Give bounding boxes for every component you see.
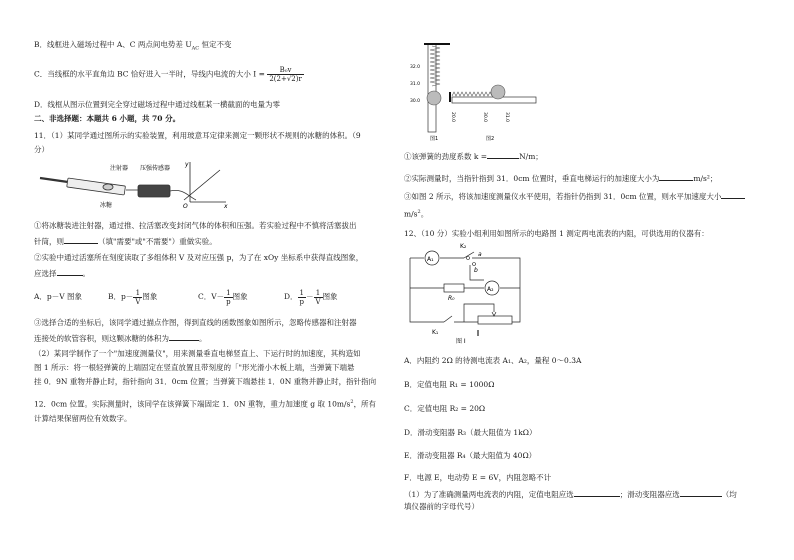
origin-label: O: [183, 203, 188, 210]
r-step3-end: 。: [420, 209, 429, 219]
choice-d-den1: p: [299, 297, 304, 306]
uac-subscript: AC: [191, 45, 200, 52]
q11-part2-line4: [34, 397, 376, 410]
answer-blank-2[interactable]: [57, 267, 83, 276]
switch-k2-pivot: [467, 257, 470, 260]
option-b-tail: 恒定不变: [199, 40, 232, 49]
option-c-fraction: [267, 66, 304, 83]
fig1-vertical-ruler: [424, 44, 450, 132]
switch-k2-contact-b: [473, 263, 476, 266]
label-pressure-sensor: 压强传感器: [140, 165, 171, 172]
q12-intro: 12、（10 分）实验小组利用如图所示的电路图 1 测定两电流表的内阻，可供选用的仪器有：: [404, 229, 709, 238]
ammeter-a1-label: A₁: [427, 256, 434, 263]
option-d: D．线框从图示位置到完全穿过磁场过程中通过线框某一横截面的电量为零: [34, 100, 281, 109]
q11-step1b: [34, 235, 217, 247]
q11-step2a: ②实验中通过活塞所在刻度读取了多组体积 V 及对应压强 p，为了在 xOy 坐标系中获得直线图象，: [34, 253, 364, 262]
choice-a: A．p－V 图象: [34, 292, 83, 301]
q11-step1b-pre: 针筒，则: [34, 237, 64, 246]
label-syringe: 注射器: [110, 165, 129, 172]
q12-part1-pre: （1）为了准确测量两电流表的内阻，定值电阻应选: [404, 490, 574, 499]
choice-c-num: 1: [224, 289, 232, 298]
switch-k1-label: K₁: [432, 329, 439, 336]
choice-b: [108, 287, 157, 307]
r-step3-unit-text: m/s: [404, 209, 418, 219]
contact-a-label: a: [478, 251, 482, 258]
option-c-denominator: 2(2+√2)r: [269, 75, 302, 83]
fig1-label: 图1: [430, 136, 439, 142]
choice-b-den: V: [135, 297, 141, 306]
q11-line1: 11．（1）某同学通过图所示的实验装置，利用玻意耳定律来测定一颗形状不规则的冰糖的体积。（9: [34, 131, 361, 140]
q11-step2b: [34, 267, 90, 279]
q11-part2-line4-sup: 2: [350, 399, 354, 405]
option-b: [34, 40, 231, 54]
q11-part2-line1: （2）某同学制作了一个"加速度测量仪"，用来测量垂直电梯竖直上、下运行时的加速度，其构造如: [34, 349, 361, 358]
choice-d-mid: －: [306, 292, 314, 301]
syringe-drawing: [40, 178, 196, 200]
x-axis-label: x: [224, 203, 228, 210]
choice-b-post: 图象: [142, 292, 158, 301]
r-step3-sup: 2: [417, 209, 421, 215]
ruler-tick-v2: 31.0: [410, 82, 421, 87]
choice-d-num1: 1: [298, 289, 306, 298]
answer-blank-k[interactable]: [487, 150, 519, 159]
answer-blank-3[interactable]: [169, 332, 199, 341]
q11-step3b-pre: 连接处的软管容积，则这颗冰糖的体积为: [34, 334, 169, 343]
ruler-tick-v1: 32.0: [410, 65, 421, 70]
item-f: F．电源 E，电动势 E = 6V，内阻忽略不计: [404, 473, 552, 482]
circuit-fig-label: 图 I: [456, 338, 466, 345]
q12-part1-mid: ；滑动变阻器应选: [619, 490, 680, 499]
option-c-numerator: B₀v: [267, 66, 304, 75]
contact-b-label: b: [474, 267, 478, 274]
label-candy: 冰糖: [100, 202, 113, 209]
option-c-text: C．当线框的水平直角边 BC 恰好进入一半时，导线内电流的大小 I =: [34, 69, 265, 79]
option-b-text: B．线框进入磁场过程中 A、C 两点间电势差 U: [34, 40, 192, 49]
item-a: A．内阻约 2Ω 的待测电流表 A₁、A₂，量程 0～0.3A: [404, 356, 582, 365]
q11-step2b-post: 。: [82, 269, 90, 278]
ruler-tick-h1: 20.0: [450, 112, 455, 123]
y-axis-label: y: [185, 161, 189, 168]
item-e: E．滑动变阻器 R₄（最大阻值为 40Ω）: [404, 451, 537, 460]
choice-c-post: 图象: [232, 292, 248, 301]
q11-part2-line4-post: ，所有: [353, 399, 377, 409]
answer-blank-accel[interactable]: [659, 172, 693, 181]
choice-b-num: 1: [133, 289, 142, 298]
linear-graph: [180, 158, 230, 208]
r-step1-pre: ①该弹簧的劲度系数 k =: [404, 152, 488, 161]
q11-line2: 分）: [34, 145, 49, 154]
r-step3: [404, 190, 745, 202]
ruler-tick-h3: 31.0: [504, 112, 509, 123]
q11-part2-line5: 计算结果保留两位有效数字。: [34, 414, 132, 423]
choice-b-pre: B．p－: [108, 292, 134, 301]
ammeter-a2-label: A₂: [487, 286, 494, 293]
choice-d: [284, 287, 338, 307]
choice-d-post: 图象: [322, 292, 338, 301]
resistor-r0: [444, 284, 464, 292]
answer-blank-1[interactable]: [64, 235, 98, 244]
choice-d-fraction-1: [298, 289, 306, 306]
item-d: D．滑动变阻器 R₃（最大阻值为 1kΩ）: [404, 428, 537, 437]
switch-k2-label: K₂: [460, 243, 467, 250]
section-heading: 二、非选择题：本题共 6 小题，共 70 分。: [34, 114, 181, 123]
choice-d-num2: 1: [314, 289, 323, 298]
choice-d-den2: V: [315, 297, 321, 306]
ruler-tick-h2: 30.0: [482, 112, 487, 123]
circuit-diagram: [404, 240, 529, 345]
item-c: C．定值电阻 R₂ = 20Ω: [404, 404, 486, 413]
q12-part1-line2: 填仪器前的字母代号）: [404, 502, 479, 511]
answer-blank-horiz-accel[interactable]: [721, 190, 745, 199]
r-step1: [404, 150, 543, 162]
spring-ruler-figures: [410, 40, 550, 145]
answer-blank-resistor[interactable]: [574, 488, 620, 497]
q12-part1: [404, 488, 737, 500]
circuit-wires: [410, 258, 520, 324]
choice-c: [198, 287, 248, 307]
syringe-apparatus-figure: [38, 160, 198, 210]
fig2-label: 图2: [486, 136, 495, 142]
choice-c-fraction: [224, 289, 232, 306]
answer-blank-rheostat[interactable]: [680, 488, 722, 497]
choice-d-fraction-2: [314, 289, 323, 306]
q11-step1a: ①将冰糖装进注射器，通过推、拉活塞改变封闭气体的体积和压强。若实验过程中不慎将活塞拔出: [34, 221, 357, 230]
resistor-r0-label: R₀: [448, 295, 455, 302]
ruler-tick-v3: 30.0: [410, 99, 421, 104]
choice-c-pre: C．V－: [198, 292, 225, 301]
q11-part2-line4-pre: 12．0cm 位置。实际测量时，该同学在该弹簧下端固定 1．0N 重物，重力加速度 g 取 10m/s: [34, 399, 351, 409]
q11-step3b-post: 。: [199, 334, 207, 343]
r-step1-post: N/m；: [519, 152, 543, 161]
r-step2: [404, 172, 717, 184]
q11-step1b-post: （填"需要"或"不需要"）重做实验。: [98, 237, 217, 246]
q11-step2b-pre: 应选择: [34, 269, 57, 278]
choice-d-pre: D．: [284, 292, 298, 301]
q11-step3a: ③选择合适的坐标后，该同学通过描点作图，得到直线的函数图象如图所示，忽略传感器和注射器: [34, 318, 357, 327]
q11-step3b: [34, 332, 207, 344]
option-c: [34, 66, 304, 83]
switch-k1-blade[interactable]: [444, 316, 452, 322]
fig2-horizontal-ruler: [450, 85, 536, 103]
q11-part2-line2: 图 1 所示：将一根轻弹簧的上端固定在竖直放置且带刻度的「"形光滑小木板上端，当弹簧下端悬: [34, 363, 355, 372]
r-step2-post: m/s²；: [693, 174, 718, 183]
q12-part1-post: （均: [721, 490, 737, 499]
choice-c-den: p: [226, 297, 231, 306]
q11-part2-line3: 挂 0．9N 重物并静止时，指针指向 31．0cm 位置；当弹簧下端悬挂 1．0N 重物并静止时，指针指向: [34, 377, 377, 386]
graph-line: [184, 170, 220, 200]
item-b: B．定值电阻 R₁ = 1000Ω: [404, 380, 495, 389]
r-step2-pre: ②实际测量时，当指针指到 31．0cm 位置时，垂直电梯运行的加速度大小为: [404, 174, 660, 183]
r-step3-unit: [404, 207, 428, 220]
r-step3-pre: ③如图 2 所示，将该加速度测量仪水平使用，若指针仍指到 31．0cm 位置，则水平加速度大小: [404, 192, 722, 201]
